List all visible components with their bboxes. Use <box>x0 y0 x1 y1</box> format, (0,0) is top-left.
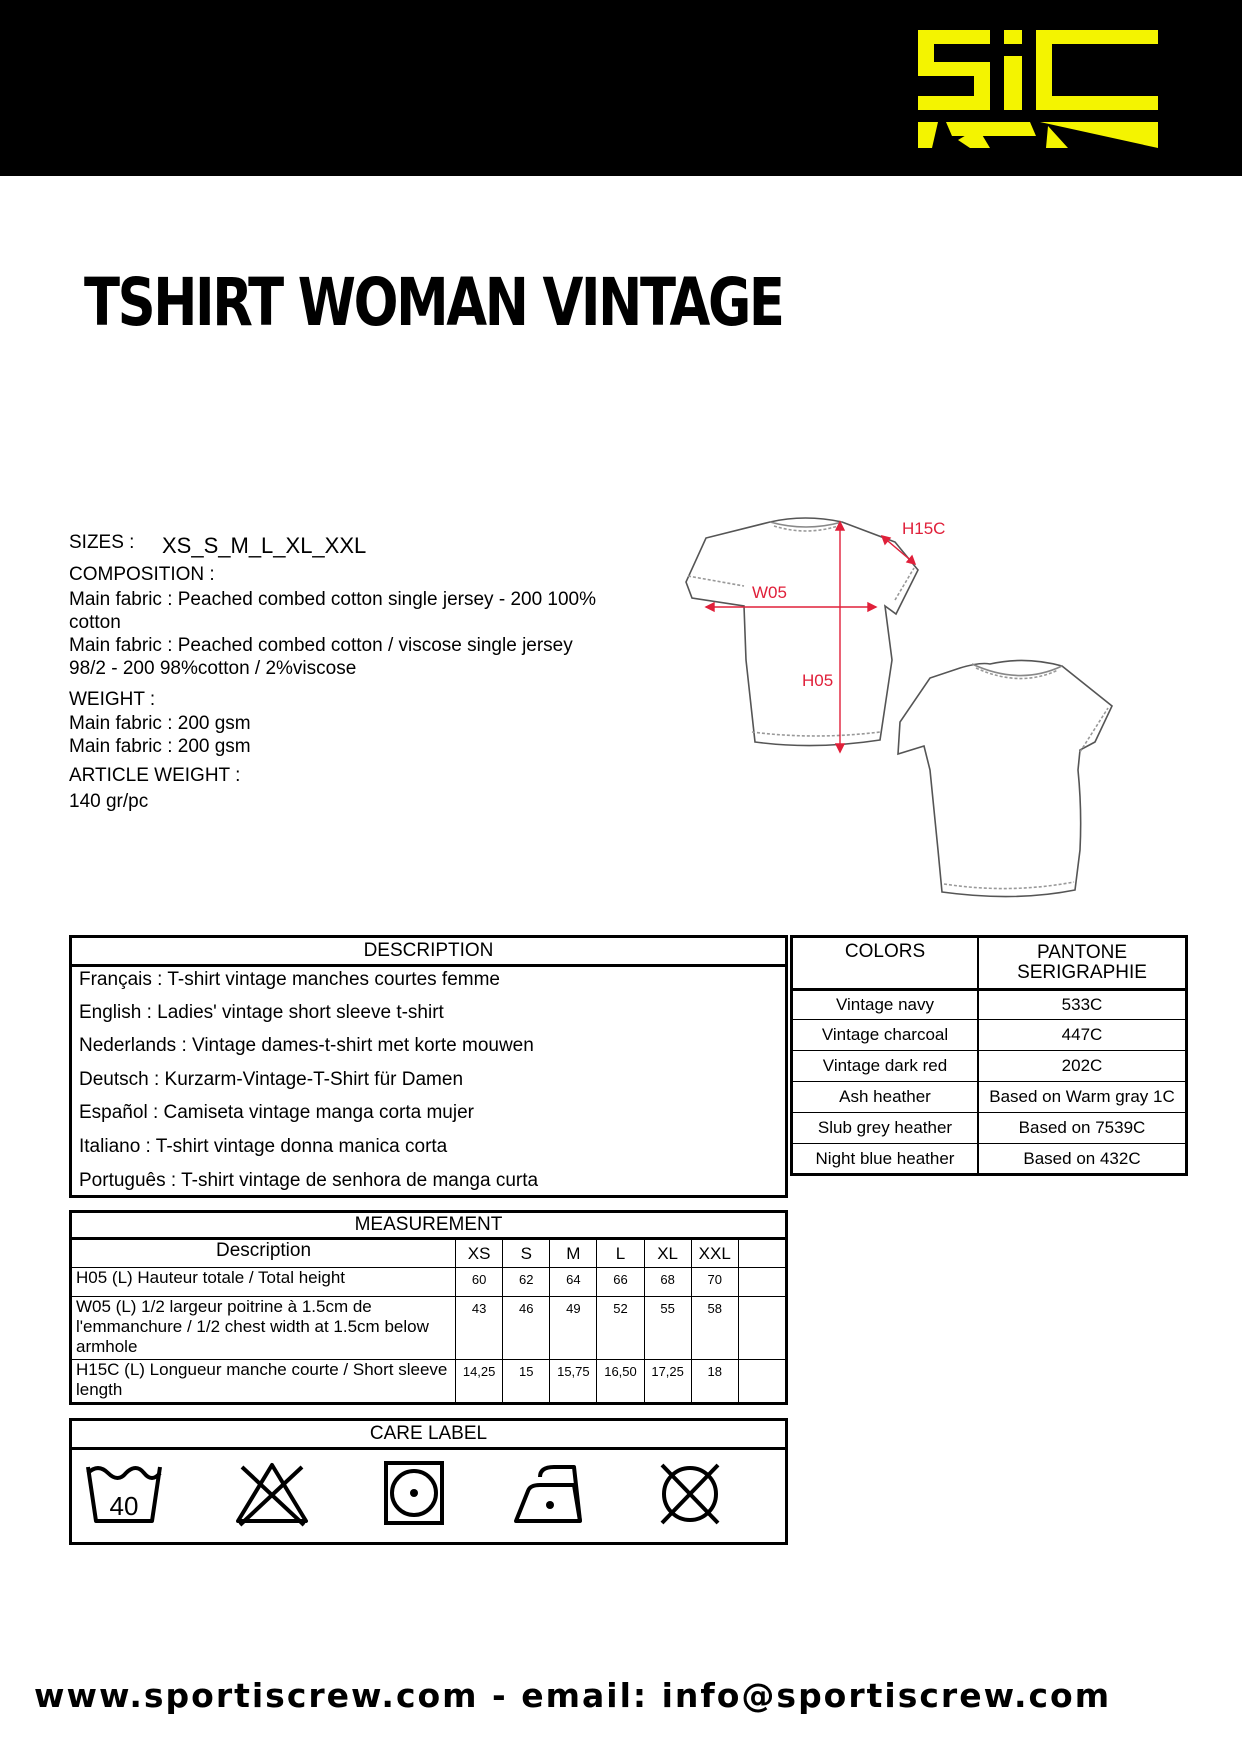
article-weight-value: 140 gr/pc <box>69 791 149 812</box>
color-name: Ash heather <box>792 1082 979 1113</box>
description-line: Deutsch : Kurzarm-Vintage-T-Shirt für Damen <box>79 1069 464 1090</box>
weight-label: WEIGHT : <box>69 689 156 710</box>
measurement-table <box>69 1210 788 1405</box>
measurement-value: 60 <box>456 1268 503 1297</box>
article-weight-label: ARTICLE WEIGHT : <box>69 765 241 786</box>
empty-cell <box>738 1360 786 1404</box>
description-line: Nederlands : Vintage dames-t-shirt met korte mouwen <box>79 1035 534 1056</box>
measurement-value: 66 <box>597 1268 644 1297</box>
composition-line: Main fabric : Peached combed cotton single jersey - 200 100% <box>69 589 597 610</box>
back-view-outline <box>898 660 1112 896</box>
size-header: M <box>550 1239 597 1268</box>
measurement-value: 64 <box>550 1268 597 1297</box>
measurement-desc-header: Description <box>71 1239 456 1268</box>
header-bar <box>0 0 1242 176</box>
description-line: Español : Camiseta vintage manga corta mujer <box>79 1102 474 1123</box>
color-name: Vintage dark red <box>792 1051 979 1082</box>
measurement-value: 43 <box>456 1297 503 1360</box>
empty-cell <box>738 1297 786 1360</box>
measurement-value: 70 <box>691 1268 738 1297</box>
care-label-header: CARE LABEL <box>72 1421 785 1450</box>
composition-line: Main fabric : Peached combed cotton / viscose single jersey <box>69 635 573 656</box>
measurement-value: 55 <box>644 1297 691 1360</box>
measurement-value: 14,25 <box>456 1360 503 1404</box>
description-line: Português : T-shirt vintage de senhora de manga curta <box>79 1170 539 1191</box>
measurement-value: 68 <box>644 1268 691 1297</box>
description-line: English : Ladies' vintage short sleeve t-shirt <box>79 1002 444 1023</box>
product-title: TSHIRT WOMAN VINTAGE <box>84 264 783 341</box>
h05-label: H05 <box>802 671 834 690</box>
description-header: DESCRIPTION <box>72 938 785 967</box>
measurement-value: 49 <box>550 1297 597 1360</box>
colors-header: COLORS <box>792 937 979 990</box>
measurement-value: 16,50 <box>597 1360 644 1404</box>
wash-temperature: 40 <box>109 1491 139 1521</box>
measurement-value: 52 <box>597 1297 644 1360</box>
pantone-header <box>978 937 1187 990</box>
measurement-header: MEASUREMENT <box>71 1212 787 1239</box>
weight-line: Main fabric : 200 gsm <box>69 713 251 734</box>
measurement-value: 58 <box>691 1297 738 1360</box>
w05-label: W05 <box>752 583 787 602</box>
footer-contact: www.sportiscrew.com - email: info@sportiscrew.com <box>34 1676 1112 1715</box>
color-name: Vintage navy <box>792 990 979 1020</box>
measurement-desc: H15C (L) Longueur manche courte / Short sleeve length <box>71 1360 456 1404</box>
measurement-value: 15,75 <box>550 1360 597 1404</box>
measurement-value: 46 <box>503 1297 550 1360</box>
sizes-label: SIZES : <box>69 532 135 553</box>
measurement-desc: H05 (L) Hauteur totale / Total height <box>71 1268 456 1297</box>
pantone-header-line: SERIGRAPHIE <box>1017 962 1147 983</box>
tumble-dry-low-icon <box>374 1459 454 1529</box>
no-bleach-icon <box>232 1459 312 1529</box>
measurement-value: 62 <box>503 1268 550 1297</box>
pantone-value: Based on 432C <box>978 1144 1187 1175</box>
empty-cell <box>738 1239 786 1268</box>
pantone-value: 202C <box>978 1051 1187 1082</box>
color-name: Night blue heather <box>792 1144 979 1175</box>
pantone-header-line: PANTONE <box>1036 942 1128 963</box>
tshirt-technical-drawing <box>680 510 1130 910</box>
measurement-value: 18 <box>691 1360 738 1404</box>
composition-line: 98/2 - 200 98%cotton / 2%viscose <box>69 658 357 679</box>
size-header: XXL <box>691 1239 738 1268</box>
color-name: Vintage charcoal <box>792 1020 979 1051</box>
care-label-box <box>69 1418 788 1545</box>
sizes-value: XS_S_M_L_XL_XXL <box>162 533 367 558</box>
size-header: S <box>503 1239 550 1268</box>
h15c-label: H15C <box>902 519 946 538</box>
weight-line: Main fabric : 200 gsm <box>69 736 251 757</box>
colors-table <box>790 935 1188 1176</box>
measurement-value: 15 <box>503 1360 550 1404</box>
size-header: L <box>597 1239 644 1268</box>
size-header: XS <box>456 1239 503 1268</box>
color-name: Slub grey heather <box>792 1113 979 1144</box>
measurement-value: 17,25 <box>644 1360 691 1404</box>
wash-40-icon <box>84 1459 164 1529</box>
pantone-value: Based on Warm gray 1C <box>978 1082 1187 1113</box>
description-line: Italiano : T-shirt vintage donna manica corta <box>79 1136 448 1157</box>
composition-label: COMPOSITION : <box>69 564 215 585</box>
size-header: XL <box>644 1239 691 1268</box>
pantone-value: Based on 7539C <box>978 1113 1187 1144</box>
brand-logo <box>918 30 1158 148</box>
measurement-desc: W05 (L) 1/2 largeur poitrine à 1.5cm de l'emmanchure / 1/2 chest width at 1.5cm below armhole <box>71 1297 456 1360</box>
pantone-value: 533C <box>978 990 1187 1020</box>
no-dry-clean-icon <box>650 1459 730 1529</box>
front-view-outline <box>686 518 918 746</box>
iron-low-icon <box>510 1459 590 1529</box>
composition-line: cotton <box>69 612 121 633</box>
description-box <box>69 935 788 1198</box>
pantone-value: 447C <box>978 1020 1187 1051</box>
empty-cell <box>738 1268 786 1297</box>
description-line: Français : T-shirt vintage manches courtes femme <box>79 969 500 990</box>
